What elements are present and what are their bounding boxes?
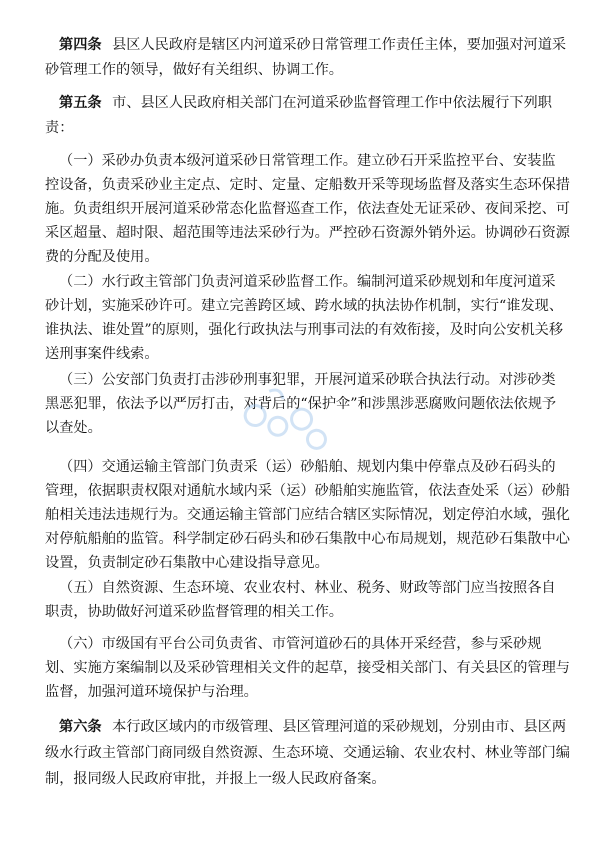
item-1-line: 施。负责组织开展河道采砂常态化监督巡查工作，依法查处无证采砂、夜间采挖、可 <box>45 201 570 217</box>
item-1-line: （一）采砂办负责本级河道采砂日常管理工作。建立砂石开采监控平台、安装监 <box>59 153 556 169</box>
item-4-line: 管理，依据职责权限对通航水域内采（运）砂船舶实施监管，依法查处采（运）砂船 <box>45 483 570 499</box>
item-4-line: 设置，负责制定砂石集散中心建设指导意见。 <box>45 555 329 571</box>
article-4-heading: 第四条 <box>59 37 102 53</box>
item-1-line: 费的分配及使用。 <box>45 249 159 265</box>
item-2-line: 砂计划，实施采砂许可。建立完善跨区域、跨水域的执法协作机制，实行“谁发现、 <box>45 298 564 314</box>
item-5-line: 职责，协助做好河道采砂监督管理的相关工作。 <box>45 604 343 620</box>
item-5-line: （五）自然资源、生态环境、农业农村、林业、税务、财政等部门应当按照各自 <box>59 580 556 596</box>
item-3-line: 以查处。 <box>45 420 102 436</box>
article-4-text-line-1: 县区人民政府是辖区内河道采砂日常管理工作责任主体，要加强对河道采 <box>112 37 567 53</box>
item-6-line: （六）市级国有平台公司负责省、市管河道砂石的具体开采经营，参与采砂规 <box>59 636 542 652</box>
article-4-text-line-2: 砂管理工作的领导，做好有关组织、协调工作。 <box>45 62 343 78</box>
item-2-line: 谁执法、谁处置”的原则，强化行政执法与刑事司法的有效衔接，及时向公安机关移 <box>45 322 564 338</box>
item-4-line: 对停航船舶的监管。科学制定砂石码头和砂石集散中心布局规划，规范砂石集散中心 <box>45 531 570 547</box>
item-4-line: 舶相关违法违规行为。交通运输主管部门应结合辖区实际情况，划定停泊水域，强化 <box>45 507 570 523</box>
item-6-line: 监督，加强河道环境保护与治理。 <box>45 684 258 700</box>
item-3-line: 黑恶犯罪，依法予以严厉打击，对背后的“保护伞”和涉黑涉恶腐败问题依法依规予 <box>45 396 557 412</box>
article-6-text-line-1: 本行政区域内的市级管理、县区管理河道的采砂规划，分别由市、县区两 <box>112 719 567 735</box>
article-6-heading: 第六条 <box>59 719 102 735</box>
item-4-line: （四）交通运输主管部门负责采（运）砂船舶、规划内集中停靠点及砂石码头的 <box>59 459 556 475</box>
article-5-text-line-2: 责： <box>45 120 74 136</box>
article-5-text-line-1: 市、县区人民政府相关部门在河道采砂监督管理工作中依法履行下列职 <box>112 95 552 111</box>
article-5-heading: 第五条 <box>59 95 102 111</box>
item-1-line: 控设备，负责采砂业主定点、定时、定量、定船数开采等现场监督及落实生态环保措 <box>45 177 570 193</box>
article-6-text-line-3: 制，报同级人民政府审批，并报上一级人民政府备案。 <box>45 771 386 787</box>
item-1-line: 采区超量、超时限、超范围等违法采砂行为。严控砂石资源外销外运。协调砂石资源 <box>45 225 570 241</box>
item-2-line: 送刑事案件线索。 <box>45 346 159 362</box>
article-6-text-line-2: 级水行政主管部门商同级自然资源、生态环境、交通运输、农业农村、林业等部门编 <box>45 745 570 761</box>
item-2-line: （二）水行政主管部门负责河道采砂监督工作。编制河道采砂规划和年度河道采 <box>59 274 556 290</box>
item-3-line: （三）公安部门负责打击涉砂刑事犯罪，开展河道采砂联合执法行动。对涉砂类 <box>59 372 556 388</box>
item-6-line: 划、实施方案编制以及采砂管理相关文件的起草，接受相关部门、有关县区的管理与 <box>45 660 570 676</box>
